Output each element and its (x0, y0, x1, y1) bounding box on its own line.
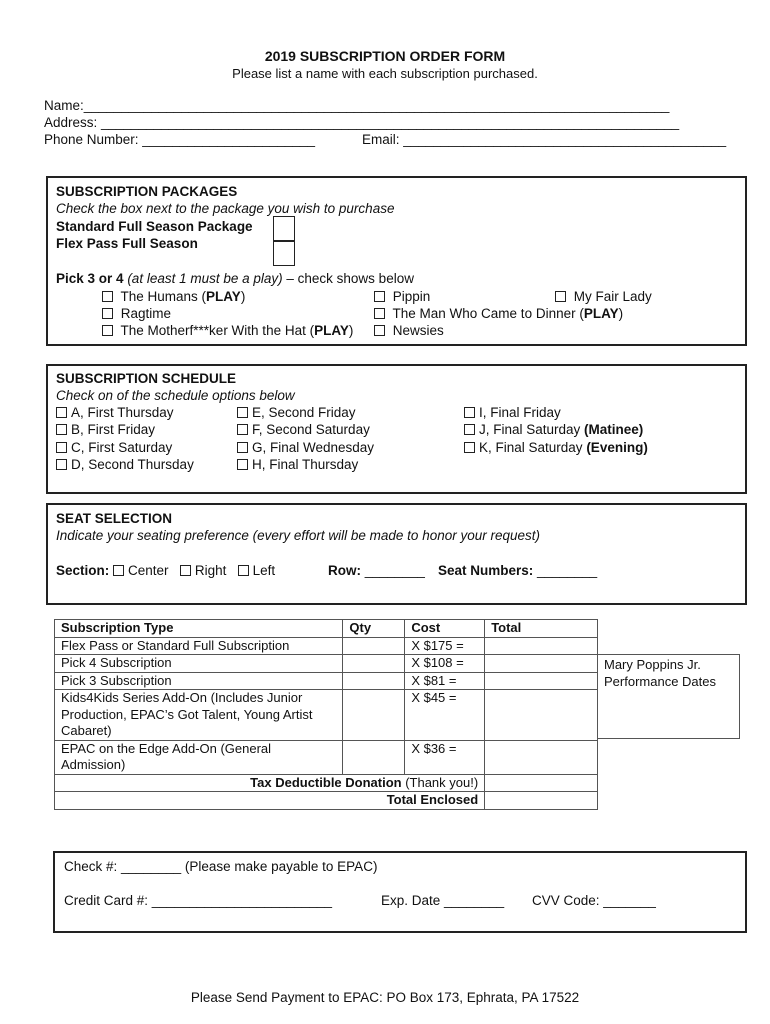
row-type: Flex Pass or Standard Full Subscription (55, 637, 343, 655)
show-newsies[interactable]: Newsies (374, 323, 444, 338)
donation-row (55, 774, 598, 792)
show-checkbox[interactable] (374, 291, 385, 302)
schedule-option-b[interactable]: B, First Friday (56, 422, 155, 437)
schedule-checkbox[interactable] (464, 407, 475, 418)
seat-section-row: Section: Center Right Left (56, 563, 276, 578)
show-checkbox[interactable] (102, 308, 113, 319)
check-number-field[interactable]: Check #: ________ (Please make payable to EPAC) (64, 859, 378, 874)
row-total-input[interactable] (485, 672, 598, 690)
table-row (55, 672, 598, 690)
show-checkbox[interactable] (555, 291, 566, 302)
flex-package-label: Flex Pass Full Season (56, 236, 198, 251)
row-qty-input[interactable] (343, 690, 405, 741)
schedule-checkbox[interactable] (237, 459, 248, 470)
schedule-option-e[interactable]: E, Second Friday (237, 405, 356, 420)
row-cost: X $45 = (405, 690, 485, 741)
phone-field[interactable]: Phone Number: _______________________ (44, 132, 315, 147)
standard-package-label: Standard Full Season Package (56, 219, 253, 234)
show-checkbox[interactable] (102, 291, 113, 302)
order-table (54, 619, 598, 810)
show-checkbox[interactable] (374, 308, 385, 319)
table-row (55, 637, 598, 655)
schedule-option-i[interactable]: I, Final Friday (464, 405, 561, 420)
schedule-option-k[interactable]: K, Final Saturday (Evening) (464, 440, 648, 455)
seat-numbers-field[interactable]: Seat Numbers: ________ (438, 563, 598, 578)
cvv-field[interactable]: CVV Code: _______ (532, 893, 656, 908)
schedule-checkbox[interactable] (56, 459, 67, 470)
schedule-checkbox[interactable] (56, 407, 67, 418)
section-label: Section: (56, 563, 110, 578)
row-qty-input[interactable] (343, 740, 405, 774)
packages-heading: SUBSCRIPTION PACKAGES (56, 184, 238, 199)
seat-instruction: Indicate your seating preference (every effort will be made to honor your request) (56, 528, 541, 543)
show-the-humans[interactable]: The Humans (PLAY) (102, 289, 245, 304)
show-checkbox[interactable] (102, 325, 113, 336)
center-checkbox[interactable] (113, 565, 124, 576)
row-total-input[interactable] (485, 637, 598, 655)
credit-card-field[interactable]: Credit Card #: ________________________ (64, 893, 332, 908)
schedule-option-h[interactable]: H, Final Thursday (237, 457, 358, 472)
schedule-checkbox[interactable] (56, 442, 67, 453)
donation-input[interactable] (485, 774, 598, 792)
row-total-input[interactable] (485, 655, 598, 673)
total-input[interactable] (485, 792, 598, 810)
schedule-option-g[interactable]: G, Final Wednesday (237, 440, 374, 455)
schedule-checkbox[interactable] (464, 424, 475, 435)
row-type: Kids4Kids Series Add-On (Includes Junior Production, EPAC’s Got Talent, Young Artist Cabaret) (55, 690, 343, 741)
name-field[interactable]: Name:______________________________________________________________________________ (44, 98, 670, 113)
show-my-fair-lady[interactable]: My Fair Lady (555, 289, 652, 304)
schedule-option-d[interactable]: D, Second Thursday (56, 457, 194, 472)
exp-date-field[interactable]: Exp. Date ________ (381, 893, 505, 908)
schedule-heading: SUBSCRIPTION SCHEDULE (56, 371, 237, 386)
schedule-checkbox[interactable] (237, 407, 248, 418)
table-header-row (55, 620, 598, 638)
header-cost: Cost (405, 620, 485, 638)
right-checkbox[interactable] (180, 565, 191, 576)
schedule-checkbox[interactable] (237, 424, 248, 435)
schedule-option-j[interactable]: J, Final Saturday (Matinee) (464, 422, 643, 437)
donation-label: Tax Deductible Donation (Thank you!) (55, 774, 485, 792)
row-type: EPAC on the Edge Add-On (General Admission) (55, 740, 343, 774)
row-qty-input[interactable] (343, 655, 405, 673)
row-cost: X $36 = (405, 740, 485, 774)
row-qty-input[interactable] (343, 672, 405, 690)
row-type: Pick 3 Subscription (55, 672, 343, 690)
table-row (55, 655, 598, 673)
table-row (55, 740, 598, 774)
row-total-input[interactable] (485, 690, 598, 741)
total-label: Total Enclosed (55, 792, 485, 810)
row-cost: X $108 = (405, 655, 485, 673)
header-subscription-type: Subscription Type (55, 620, 343, 638)
standard-package-checkbox[interactable] (273, 216, 295, 241)
schedule-option-c[interactable]: C, First Saturday (56, 440, 172, 455)
mailing-address: Please Send Payment to EPAC: PO Box 173, Ephrata, PA 17522 (190, 990, 580, 1005)
schedule-checkbox[interactable] (464, 442, 475, 453)
form-subtitle: Please list a name with each subscription purchased. (232, 66, 538, 81)
row-field[interactable]: Row: ________ (328, 563, 425, 578)
packages-instruction: Check the box next to the package you wish to purchase (56, 201, 395, 216)
schedule-option-a[interactable]: A, First Thursday (56, 405, 174, 420)
row-cost: X $175 = (405, 637, 485, 655)
header-qty: Qty (343, 620, 405, 638)
email-field[interactable]: Email: ___________________________________________ (362, 132, 727, 147)
schedule-instruction: Check on of the schedule options below (56, 388, 295, 403)
form-title: 2019 SUBSCRIPTION ORDER FORM (264, 48, 506, 64)
show-checkbox[interactable] (374, 325, 385, 336)
show-man-who-came[interactable]: The Man Who Came to Dinner (PLAY) (374, 306, 623, 321)
row-total-input[interactable] (485, 740, 598, 774)
schedule-checkbox[interactable] (237, 442, 248, 453)
header-total: Total (485, 620, 598, 638)
mary-poppins-dates: Mary Poppins Jr. Performance Dates (597, 654, 740, 739)
table-row (55, 690, 598, 741)
left-checkbox[interactable] (238, 565, 249, 576)
row-type: Pick 4 Subscription (55, 655, 343, 673)
row-cost: X $81 = (405, 672, 485, 690)
schedule-option-f[interactable]: F, Second Saturday (237, 422, 370, 437)
show-ragtime[interactable]: Ragtime (102, 306, 171, 321)
schedule-checkbox[interactable] (56, 424, 67, 435)
show-pippin[interactable]: Pippin (374, 289, 430, 304)
seat-heading: SEAT SELECTION (56, 511, 173, 526)
flex-package-checkbox[interactable] (273, 241, 295, 266)
total-row (55, 792, 598, 810)
row-qty-input[interactable] (343, 637, 405, 655)
address-field[interactable]: Address: _____________________________________________________________________________ (44, 115, 680, 130)
show-motherf-hat[interactable]: The Motherf***ker With the Hat (PLAY) (102, 323, 353, 338)
pick-instruction: Pick 3 or 4 (at least 1 must be a play) – check shows below (56, 271, 414, 286)
